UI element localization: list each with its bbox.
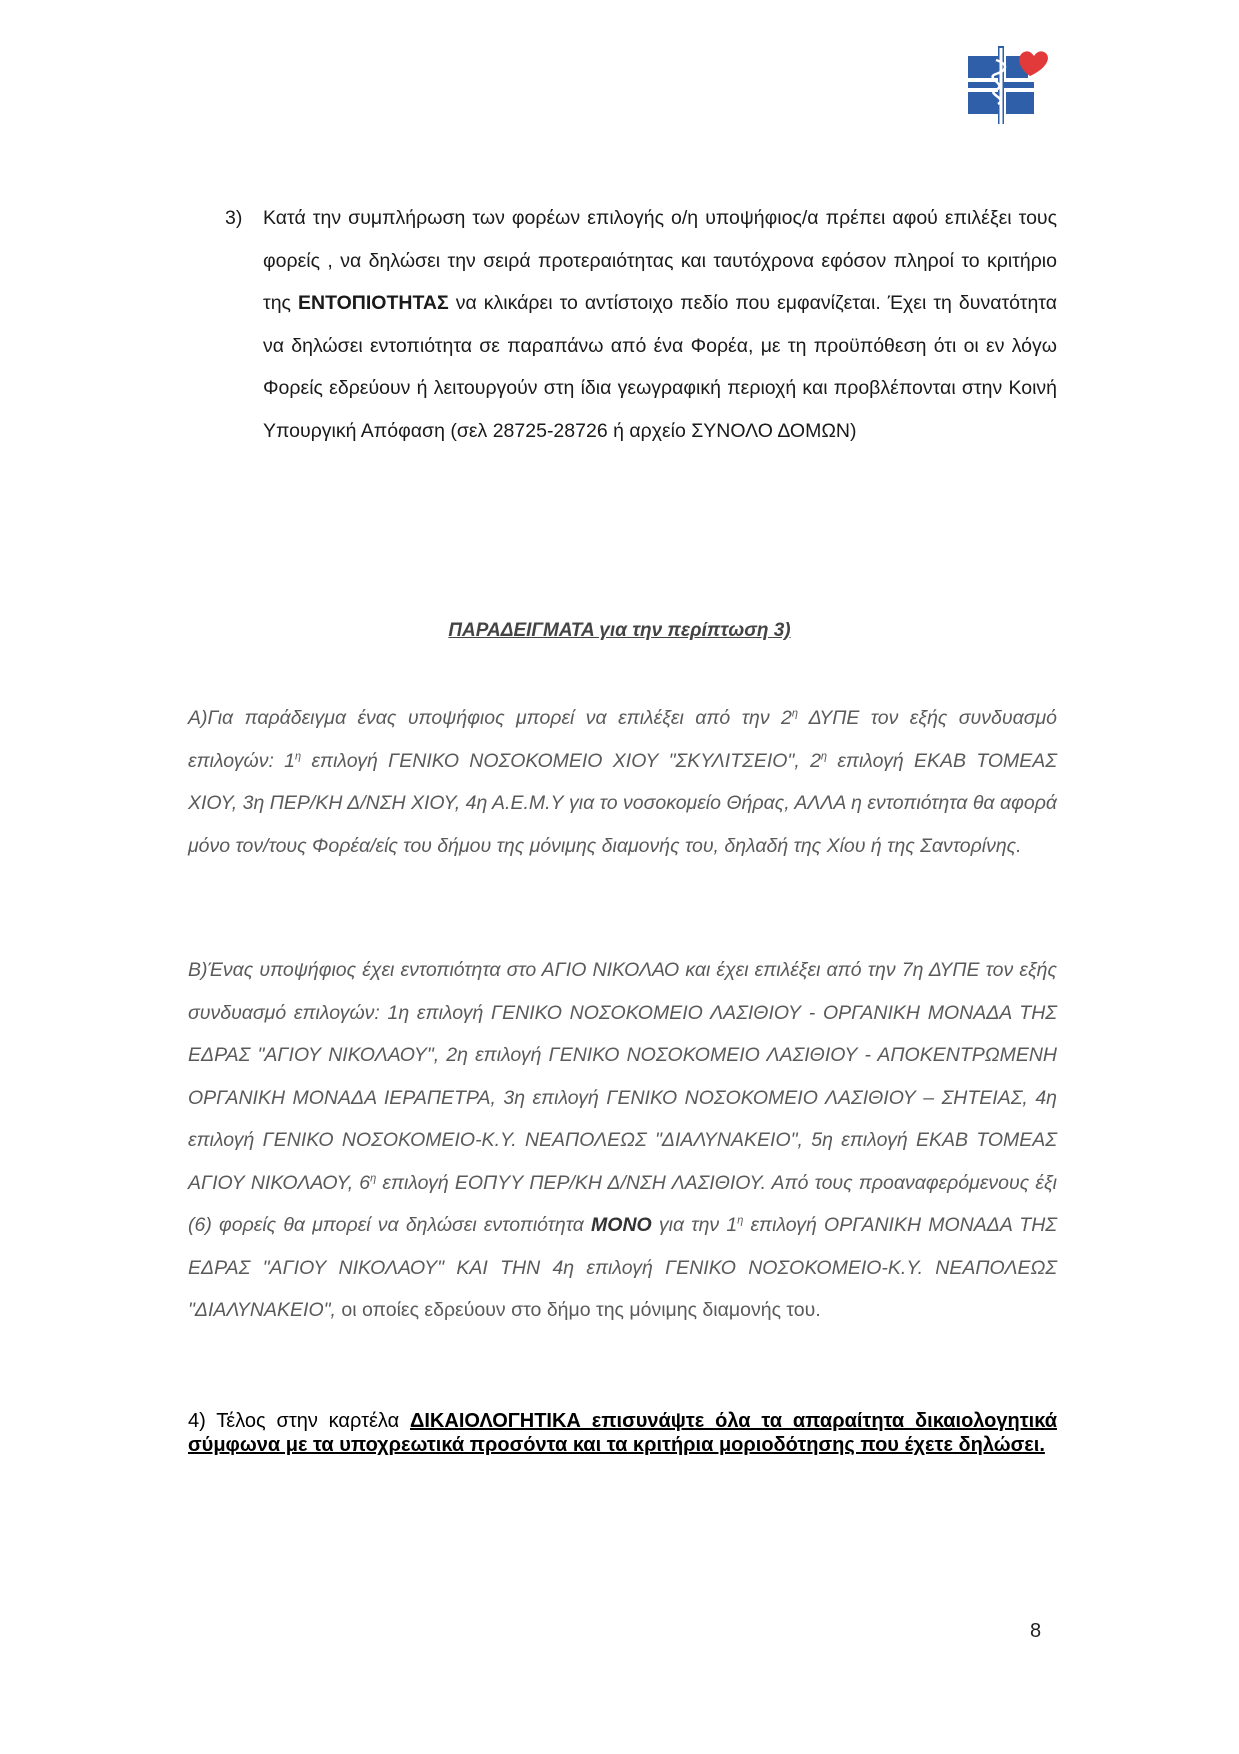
item-3-text-after: να κλικάρει το αντίστοιχο πεδίο που εμφανίζεται. Έχει τη δυνατότητα να δηλώσει εντοπιότητα σε παραπάνω από ένα Φορέα, με τη προϋπόθεση ότι οι εν λόγω Φορείς εδρεύουν ή λειτουργούν στη ίδια γεωγραφική περιοχή και προβλέπονται στην Κοινή Υπουργική Απόφαση (σελ 28725-28726 ή αρχείο ΣΥΝΟΛΟ ΔΟΜΩΝ) (263, 292, 1057, 442)
page-number: 8 (1030, 1620, 1042, 1642)
medical-cross-heart-icon (968, 46, 1050, 126)
superscript: η (370, 1172, 377, 1184)
example-b-part: οι οποίες εδρεύουν στο δήμο της μόνιμης διαμονής του. (335, 1299, 821, 1321)
item-3-text-before: Κατά την συμπλήρωση των φορέων επιλογής ο/η υποψήφιος/α πρέπει αφού επιλέξει τους φορείς , να δηλώσει την σειρά προτεραιότητας και ταυτόχρονα εφόσον πληροί το κριτήριο της (263, 207, 1057, 314)
example-b-part: επιλογή ΟΡΓΑΝΙΚΗ ΜΟΝΑΔΑ ΤΗΣ ΕΔΡΑΣ "ΑΓΙΟΥ ΝΙΚΟΛΑΟΥ" ΚΑΙ ΤΗΝ 4η επιλογή ΓΕΝΙΚΟ ΝΟΣΟΚΟΜΕΙΟ-Κ.Υ. ΝΕΑΠΟΛΕΩΣ "ΔΙΑΛΥΝΑΚΕΙΟ", (188, 1214, 1057, 1321)
ministry-logo (968, 46, 1050, 126)
item-3-number: 3) (225, 207, 243, 229)
item-3 (225, 197, 1057, 452)
examples-heading: ΠΑΡΑΔΕΙΓΜΑΤΑ για την περίπτωση 3) (448, 620, 791, 641)
item-4-emphasis: ΔΙΚΑΙΟΛΟΓΗΤΙΚΑ επισυνάψτε όλα τα απαραίτητα δικαιολογητικά σύμφωνα με τα υποχρεωτικά προσόντα και τα κριτήρια μοριοδότησης που έχετε δηλώσει. (188, 1410, 1057, 1456)
superscript: η (737, 1214, 744, 1227)
example-b-part: Β)Ένας υποψήφιος έχει εντοπιότητα στο ΑΓΙΟ ΝΙΚΟΛΑΟ και έχει επιλέξει από την 7η ΔΥΠΕ τον εξής συνδυασμό επιλογών: 1η επιλογή ΓΕΝΙΚΟ ΝΟΣΟΚΟΜΕΙΟ ΛΑΣΙΘΙΟΥ - ΟΡΓΑΝΙΚΗ ΜΟΝΑΔΑ ΤΗΣ ΕΔΡΑΣ "ΑΓΙΟΥ ΝΙΚΟΛΑΟΥ", 2η επιλογή ΓΕΝΙΚΟ ΝΟΣΟΚΟΜΕΙΟ ΛΑΣΙΘΙΟΥ - ΑΠΟΚΕΝΤΡΩΜΕΝΗ ΟΡΓΑΝΙΚΗ ΜΟΝΑΔΑ ΙΕΡΑΠΕΤΡΑ, 3η επιλογή ΓΕΝΙΚΟ ΝΟΣΟΚΟΜΕΙΟ ΛΑΣΙΘΙΟΥ – ΣΗΤΕΙΑΣ, 4η επιλογή ΓΕΝΙΚΟ ΝΟΣΟΚΟΜΕΙΟ-Κ.Υ. ΝΕΑΠΟΛΕΩΣ "ΔΙΑΛΥΝΑΚΕΙΟ", 5η επιλογή ΕΚΑΒ ΤΟΜΕΑΣ ΑΓΙΟΥ ΝΙΚΟΛΑΟΥ, 6 (188, 959, 1057, 1194)
example-a (188, 697, 1057, 867)
example-b-emphasis: ΜΟΝΟ (591, 1214, 652, 1236)
item-3-text (263, 197, 1057, 452)
example-a-part: επιλογή ΓΕΝΙΚΟ ΝΟΣΟΚΟΜΕΙΟ ΧΙΟΥ "ΣΚΥΛΙΤΣΕΙΟ", 2 (301, 749, 821, 772)
superscript: η (295, 750, 302, 762)
item-4 (188, 1409, 1057, 1457)
example-a-part: επιλογή ΕΚΑΒ ΤΟΜΕΑΣ ΧΙΟΥ, 3η ΠΕΡ/ΚΗ Δ/ΝΣΗ ΧΙΟΥ, 4η Α.Ε.Μ.Υ για το νοσοκομείο Θήρας, ΑΛΛΑ η εντοπιότητα θα αφορά μόνο τον/τους Φορέα/είς του δήμου της μόνιμης διαμονής του, δηλαδή της Χίου ή της Σαντορίνης. (188, 749, 1057, 857)
item-4-intro: 4) Τέλος στην καρτέλα (188, 1410, 410, 1432)
example-a-part: ΔΥΠΕ τον εξής συνδυασμό επιλογών: 1 (188, 707, 1057, 772)
item-3-keyword: ΕΝΤΟΠΙΟΤΗΤΑΣ (297, 292, 449, 314)
example-b-part: επιλογή ΕΟΠΥΥ ΠΕΡ/ΚΗ Δ/ΝΣΗ ΛΑΣΙΘΙΟΥ. Από τους προαναφερόμενους έξι (6) φορείς θα μπορεί να δηλώσει εντοπιότητα (188, 1171, 1057, 1236)
example-b-part: για την 1 (651, 1214, 738, 1236)
superscript: η (820, 750, 828, 762)
example-b (188, 949, 1057, 1332)
superscript: η (791, 707, 798, 720)
example-a-part: Α)Για παράδειγμα ένας υποψήφιος μπορεί να επιλέξει από την 2 (188, 707, 792, 729)
